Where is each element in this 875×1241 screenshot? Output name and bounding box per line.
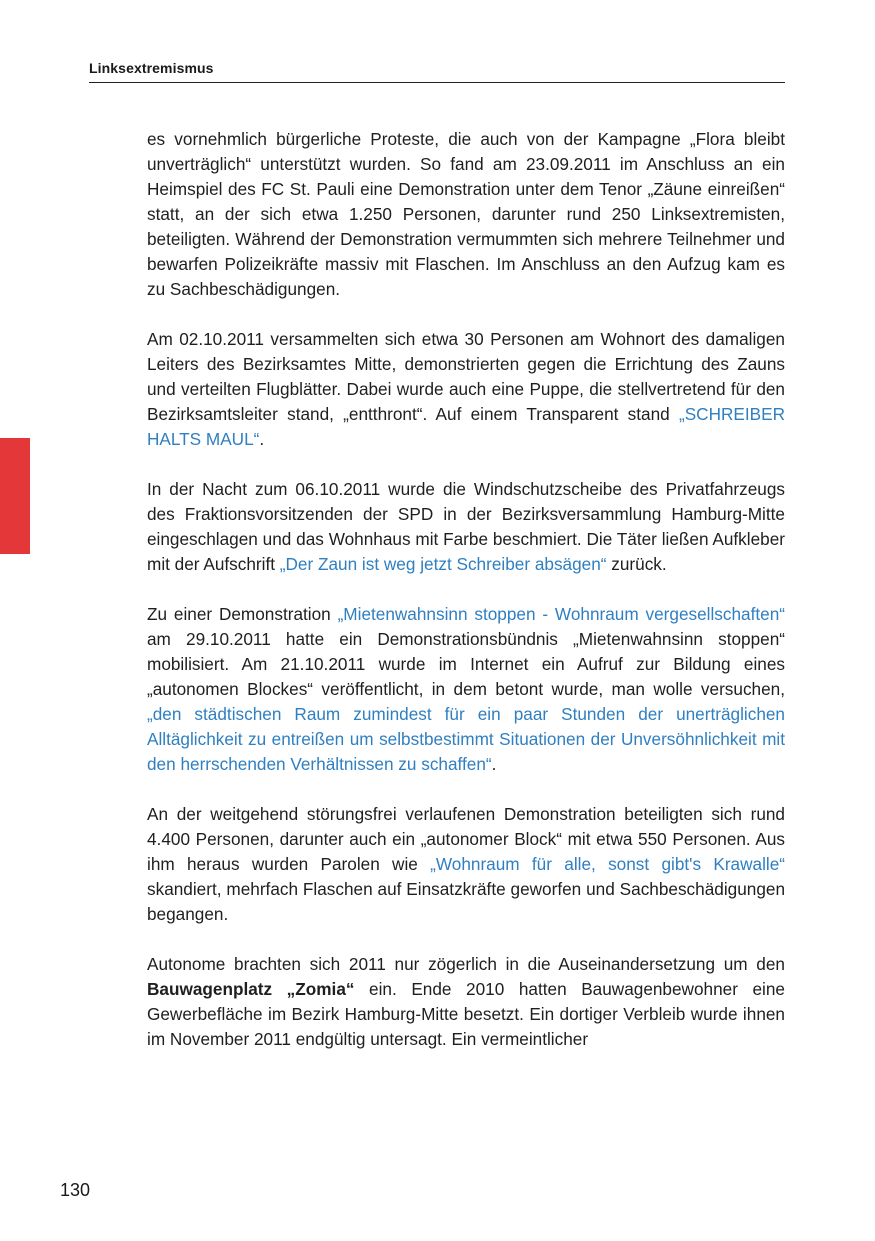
paragraph xyxy=(147,477,785,577)
text-segment: . xyxy=(491,754,497,774)
quoted-text: „Der Zaun ist weg jetzt Schreiber absägen“ xyxy=(279,554,607,574)
text-segment: am 29.10.2011 hatte ein Demonstrationsbündnis „Mietenwahnsinn stoppen“ mobilisiert. Am 21.10.2011 wurde im Internet ein Aufruf zur Bildung eines „autonomen Blockes“ veröffentlicht, in dem betont wurde, man wolle versuchen, xyxy=(147,629,785,699)
quoted-text: „den städtischen Raum zumindest für ein paar Stunden der unerträglichen Alltäglichkeit zu entreißen um selbstbestimmt Situationen der Unversöhnlichkeit mit den herrschenden Verhältnissen zu schaffen“ xyxy=(147,704,785,774)
text-segment: An der weitgehend störungsfrei verlaufenen Demonstration beteiligten sich rund 4.400 Personen, darunter auch ein „autonomer Block“ mit etwa 550 Personen. Aus ihm heraus wurden Parolen wie xyxy=(147,804,785,874)
text-segment: Zu einer Demonstration xyxy=(147,604,338,624)
quoted-text: „SCHREIBER HALTS MAUL“ xyxy=(147,404,785,449)
header-rule xyxy=(89,82,785,83)
text-segment: Autonome brachten sich 2011 nur zögerlich in die Auseinandersetzung um den xyxy=(147,954,785,974)
text-segment: . xyxy=(259,429,265,449)
paragraph xyxy=(147,952,785,1052)
text-segment: skandiert, mehrfach Flaschen auf Einsatzkräfte geworfen und Sachbeschädigungen begangen. xyxy=(147,879,785,924)
text-segment: zurück. xyxy=(606,554,667,574)
body-text xyxy=(147,127,785,1077)
paragraph xyxy=(147,127,785,302)
text-segment: In der Nacht zum 06.10.2011 wurde die Windschutzscheibe des Privatfahrzeugs des Fraktionsvorsitzenden der SPD in der Bezirksversammlung Hamburg-Mitte eingeschlagen und das Wohnhaus mit Farbe beschmiert. Die Täter ließen Aufkleber mit der Aufschrift xyxy=(147,479,785,574)
text-segment: Am 02.10.2011 versammelten sich etwa 30 Personen am Wohnort des damaligen Leiters des Bezirksamtes Mitte, demonstrierten gegen die Errichtung des Zauns und verteilten Flugblätter. Dabei wurde auch eine Puppe, die stellvertretend für den Bezirksamtsleiter stand, „entthront“. Auf einem Transparent stand xyxy=(147,329,785,424)
paragraph xyxy=(147,327,785,452)
quoted-text: „Wohnraum für alle, sonst gibt's Krawalle“ xyxy=(430,854,785,874)
running-header-title: Linksextremismus xyxy=(89,60,214,76)
bold-term: Bauwagenplatz „Zomia“ xyxy=(147,979,355,999)
quoted-text: „Mietenwahnsinn stoppen - Wohnraum vergesellschaften“ xyxy=(337,604,785,624)
text-segment: ein. Ende 2010 hatten Bauwagenbewohner eine Gewerbefläche im Bezirk Hamburg-Mitte besetzt. Ein dortiger Verbleib wurde ihnen im November 2011 endgültig untersagt. Ein vermeintlicher xyxy=(147,979,785,1049)
page-number: 130 xyxy=(60,1180,91,1200)
paragraph xyxy=(147,602,785,777)
chapter-side-marker xyxy=(0,438,30,554)
text-segment: es vornehmlich bürgerliche Proteste, die auch von der Kampagne „Flora bleibt unverträglich“ unterstützt wurden. So fand am 23.09.2011 im Anschluss an ein Heimspiel des FC St. Pauli eine Demonstration unter dem Tenor „Zäune einreißen“ statt, an der sich etwa 1.250 Personen, darunter rund 250 Linksextremisten, beteiligten. Während der Demonstration vermummten sich mehrere Teilnehmer und bewarfen Polizeikräfte massiv mit Flaschen. Im Anschluss an den Aufzug kam es zu Sachbeschädigungen. xyxy=(147,129,785,299)
paragraph xyxy=(147,802,785,927)
